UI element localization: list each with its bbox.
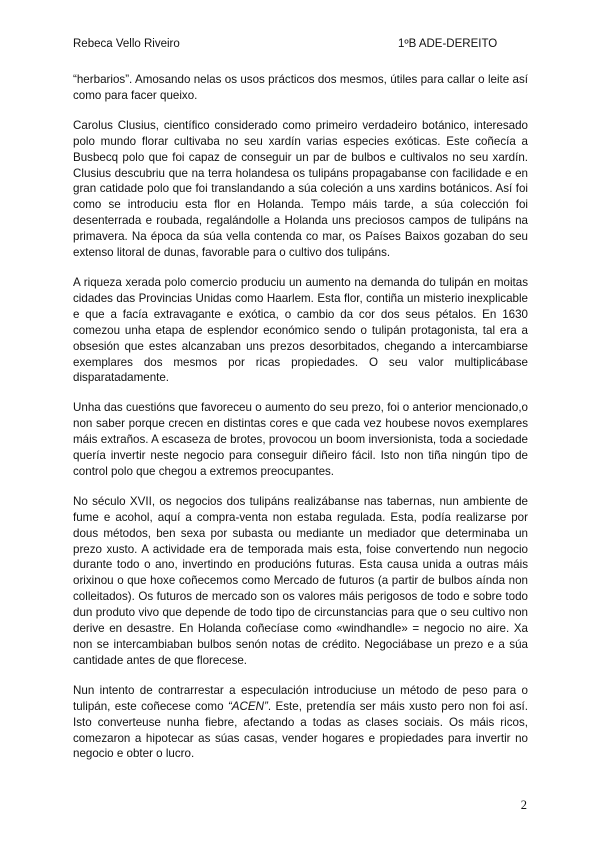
page-number: 2 xyxy=(520,798,527,812)
course-label: 1ºB ADE-DEREITO xyxy=(398,38,498,50)
acen-term: “ACEN” xyxy=(227,699,268,713)
paragraph: A riqueza xerada polo comercio produciu un aumento na demanda do tulipán en moitas cidades das Provincias Unidas como Haarlem. Esta flor, contiña un misterio inexplicable e que a facía extravagante e exótica, o cambio da cor dos seus pétalos. En 1630 comezou unha etapa de esplendor económico sendo o tulipán protagonista, tal era a obsesión que estes alcanzaban uns prezos desorbitados, chegando a intercambiarse exemplares dos mesmos por ricas propiedades. O seu valor multiplicábase disparatadamente. xyxy=(73,275,528,385)
paragraph-text: Nun intento de contrarrestar a especulación introduciuse un método de peso para o tulipán, este coñecese como xyxy=(73,683,528,713)
page-header xyxy=(73,38,527,54)
paragraph: Unha das cuestións que favoreceu o aumento do seu prezo, foi o anterior mencionado,o non saber porque crecen en distintas cores e que cada vez houbese novos exemplares máis extraños. A escaseza de brotes, provocou un boom inversionista, toda a sociedade quería invertir neste negocio para conseguir diñeiro fácil. Isto non tiña ningún tipo de control polo que chegou a extremos preocupantes. xyxy=(73,401,528,478)
document-body xyxy=(73,72,528,776)
paragraph: No século XVII, os negocios dos tulipáns realizábanse nas tabernas, nun ambiente de fume e acohol, aquí a compra-venta non estaba regulada. Esta, podía realizarse por dous métodos, ben sexa por subasta ou mediante un mediador que determinaba un prezo xusto. A actividade era de temporada mais esta, foise convertendo nun negocio durante todo o ano, invertindo en producións futuras. Esta causa unida a outras máis orixinou o que hoxe coñecemos como Mercado de futuros (a partir de bulbos aínda non colleitados). Os futuros de mercado son os valores máis perigosos de todo e sobre todo dun produto vivo que depende de todo tipo de circunstancias para que o seu cultivo non derive en desastre. En Holanda coñecíase como «windhandle» = negocio no aire. Xa non se intercambiaban bulbos senón notas de crédito. Negociábase un prezo e a súa cantidade antes de que florecese. xyxy=(73,494,528,667)
author-name: Rebeca Vello Riveiro xyxy=(73,38,180,50)
paragraph xyxy=(73,683,528,763)
paragraph-text: . Este, pretendía ser máis xusto pero non foi así. Isto converteuse nunha fiebre, afectando a todas as clases sociais. Os máis ricos, comezaron a hipotecar as súas casas, vender hogares e propiedades para invertir no negocio e obter o lucro. xyxy=(73,699,528,761)
paragraph: Carolus Clusius, científico considerado como primeiro verdadeiro botánico, interesado polo mundo florar cultivaba no seu xardín varias especies exóticas. Este coñecía a Busbecq polo que foi capaz de conseguir un par de bulbos e cultivalos no seu xardín. Clusius descubriu que na terra holandesa os tulipáns propagabanse con facilidade e en gran catidade polo que foi translandando a súa coleción a uns xardins botánicos. Así foi como se introduciu esta flor en Holanda. Tempo máis tarde, a súa colección foi desenterrada e roubada, regalándolle a Holanda uns preciosos campos de tulipáns na primavera. Na época da súa vella contenda co mar, os Países Baixos gozaban do seu extenso litoral de dunas, favorable para o cultivo dos tulipáns. xyxy=(73,118,528,260)
paragraph: “herbarios”. Amosando nelas os usos prácticos dos mesmos, útiles para callar o leite así como para facer queixo. xyxy=(73,73,528,102)
